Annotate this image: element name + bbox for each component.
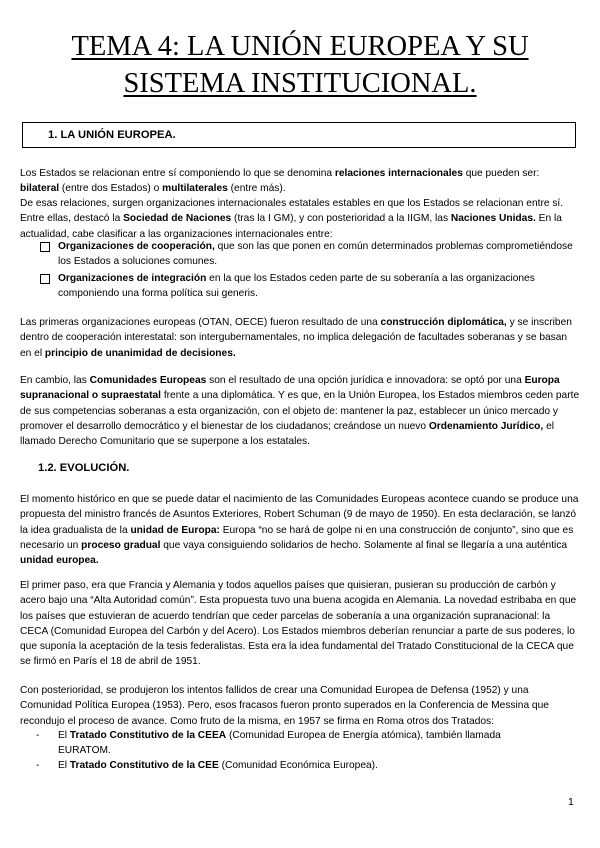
title-line-1: TEMA 4: LA UNIÓN EUROPEA Y SU: [71, 31, 529, 62]
list-item: Organizaciones de integración en la que los Estados ceden parte de su soberanía a las organizaciones componiendo una forma política sui generis.: [58, 273, 535, 300]
paragraph-1: Los Estados se relacionan entre sí componiendo lo que se denomina relaciones internacionales que pueden ser: bilateral (entre dos Estados) o multilaterales (entre más).: [20, 168, 540, 195]
paragraph-7: Con posterioridad, se produjeron los intentos fallidos de crear una Comunidad Europea de Defensa (1952) y una Comunidad Política Europea (1953). Pero, esos fracasos fueron pronto superados en la Conferencia de Messina que recondujo el proceso de avance. Como fruto de la misma, en 1957 se firma en Roma otros dos Tratados:: [20, 685, 549, 727]
paragraph-6: El primer paso, era que Francia y Alemania y todos aquellos países que quisieran, pusieran su producción de carbón y acero bajo una “Alta Autoridad común”. Esta propuesta tuvo una buena acogida en Alemania. La novedad estribaba en que los países que estuvieran de acuerdo tendrían que ceder parcelas de soberanía a una organización supranacional: la CECA (Comunidad Europea del Carbón y del Acero). Los Estados miembros deberían renunciar a parte de sus poderes, lo que suponía la aceptación de la tesis federalistas. Esta era la idea fundamental del Tratado Constitucional de la CECA que se firmó en París el 18 de abril de 1951.: [20, 580, 577, 668]
page-number: 1: [568, 796, 574, 808]
list-dash: -: [36, 760, 40, 771]
paragraph-2: De esas relaciones, surgen organizaciones internacionales estatales estables en que los Estados se relacionan entre sí. Entre ellas, destacó la Sociedad de Naciones (tras la I GM), y con posterioridad a la IIGM, las Naciones Unidas. En la actualidad, cabe clasificar a las organizaciones internacionales entre:: [20, 198, 564, 240]
list-dash: -: [36, 730, 40, 741]
section-heading-box: [22, 122, 576, 148]
section-heading-1: 1. LA UNIÓN EUROPEA.: [48, 129, 176, 141]
section-heading-2: 1.2. EVOLUCIÓN.: [38, 462, 130, 474]
paragraph-3: Las primeras organizaciones europeas (OTAN, OECE) fueron resultado de una construcción diplomática, y se inscriben dentro de cooperación interestatal: son intergubernamentales, no implica delegación de facultades soberanas y se basan en el principio de unanimidad de decisiones.: [20, 317, 572, 359]
paragraph-4: En cambio, las Comunidades Europeas son el resultado de una opción jurídica e innovadora: se optó por una Europa supranacional o supraestatal frente a una diplomática. Y es que, en la Unión Europea, los Estados miembros ceden parte de sus competencias soberanas a esta organización, con el objeto de: mantener la paz, establecer un único mercado y promover el desarrollo democrático y el bienestar de los ciudadanos; creándose un nuevo Ordenamiento Jurídico, el llamado Derecho Comunitario que se superpone a los estatales.: [20, 375, 580, 448]
list-item: Organizaciones de cooperación, que son las que ponen en común determinados problemas comprometiéndose los Estados a soluciones comunes.: [58, 241, 573, 268]
list-item: El Tratado Constitutivo de la CEE (Comunidad Económica Europea).: [58, 760, 378, 771]
checkbox-bullet-icon: [40, 242, 50, 252]
list-item: El Tratado Constitutivo de la CEEA (Comunidad Europea de Energía atómica), también llamada EURATOM.: [58, 730, 501, 757]
title-line-2: SISTEMA INSTITUCIONAL.: [123, 68, 477, 99]
checkbox-bullet-icon: [40, 274, 50, 284]
page-title: [0, 28, 600, 102]
paragraph-5: El momento histórico en que se puede datar el nacimiento de las Comunidades Europeas acontece cuando se produce una propuesta del ministro francés de Asuntos Exteriores, Robert Schuman (9 de mayo de 1950). En esta declaración, se lanzó la idea gradualista de la unidad de Europa: Europa “no se hará de golpe ni en una construcción de conjunto”, sino que es necesario un proceso gradual que vaya consiguiendo solidarios de hecho. Solamente al final se llegaría a una auténtica unidad europea.: [20, 494, 579, 567]
